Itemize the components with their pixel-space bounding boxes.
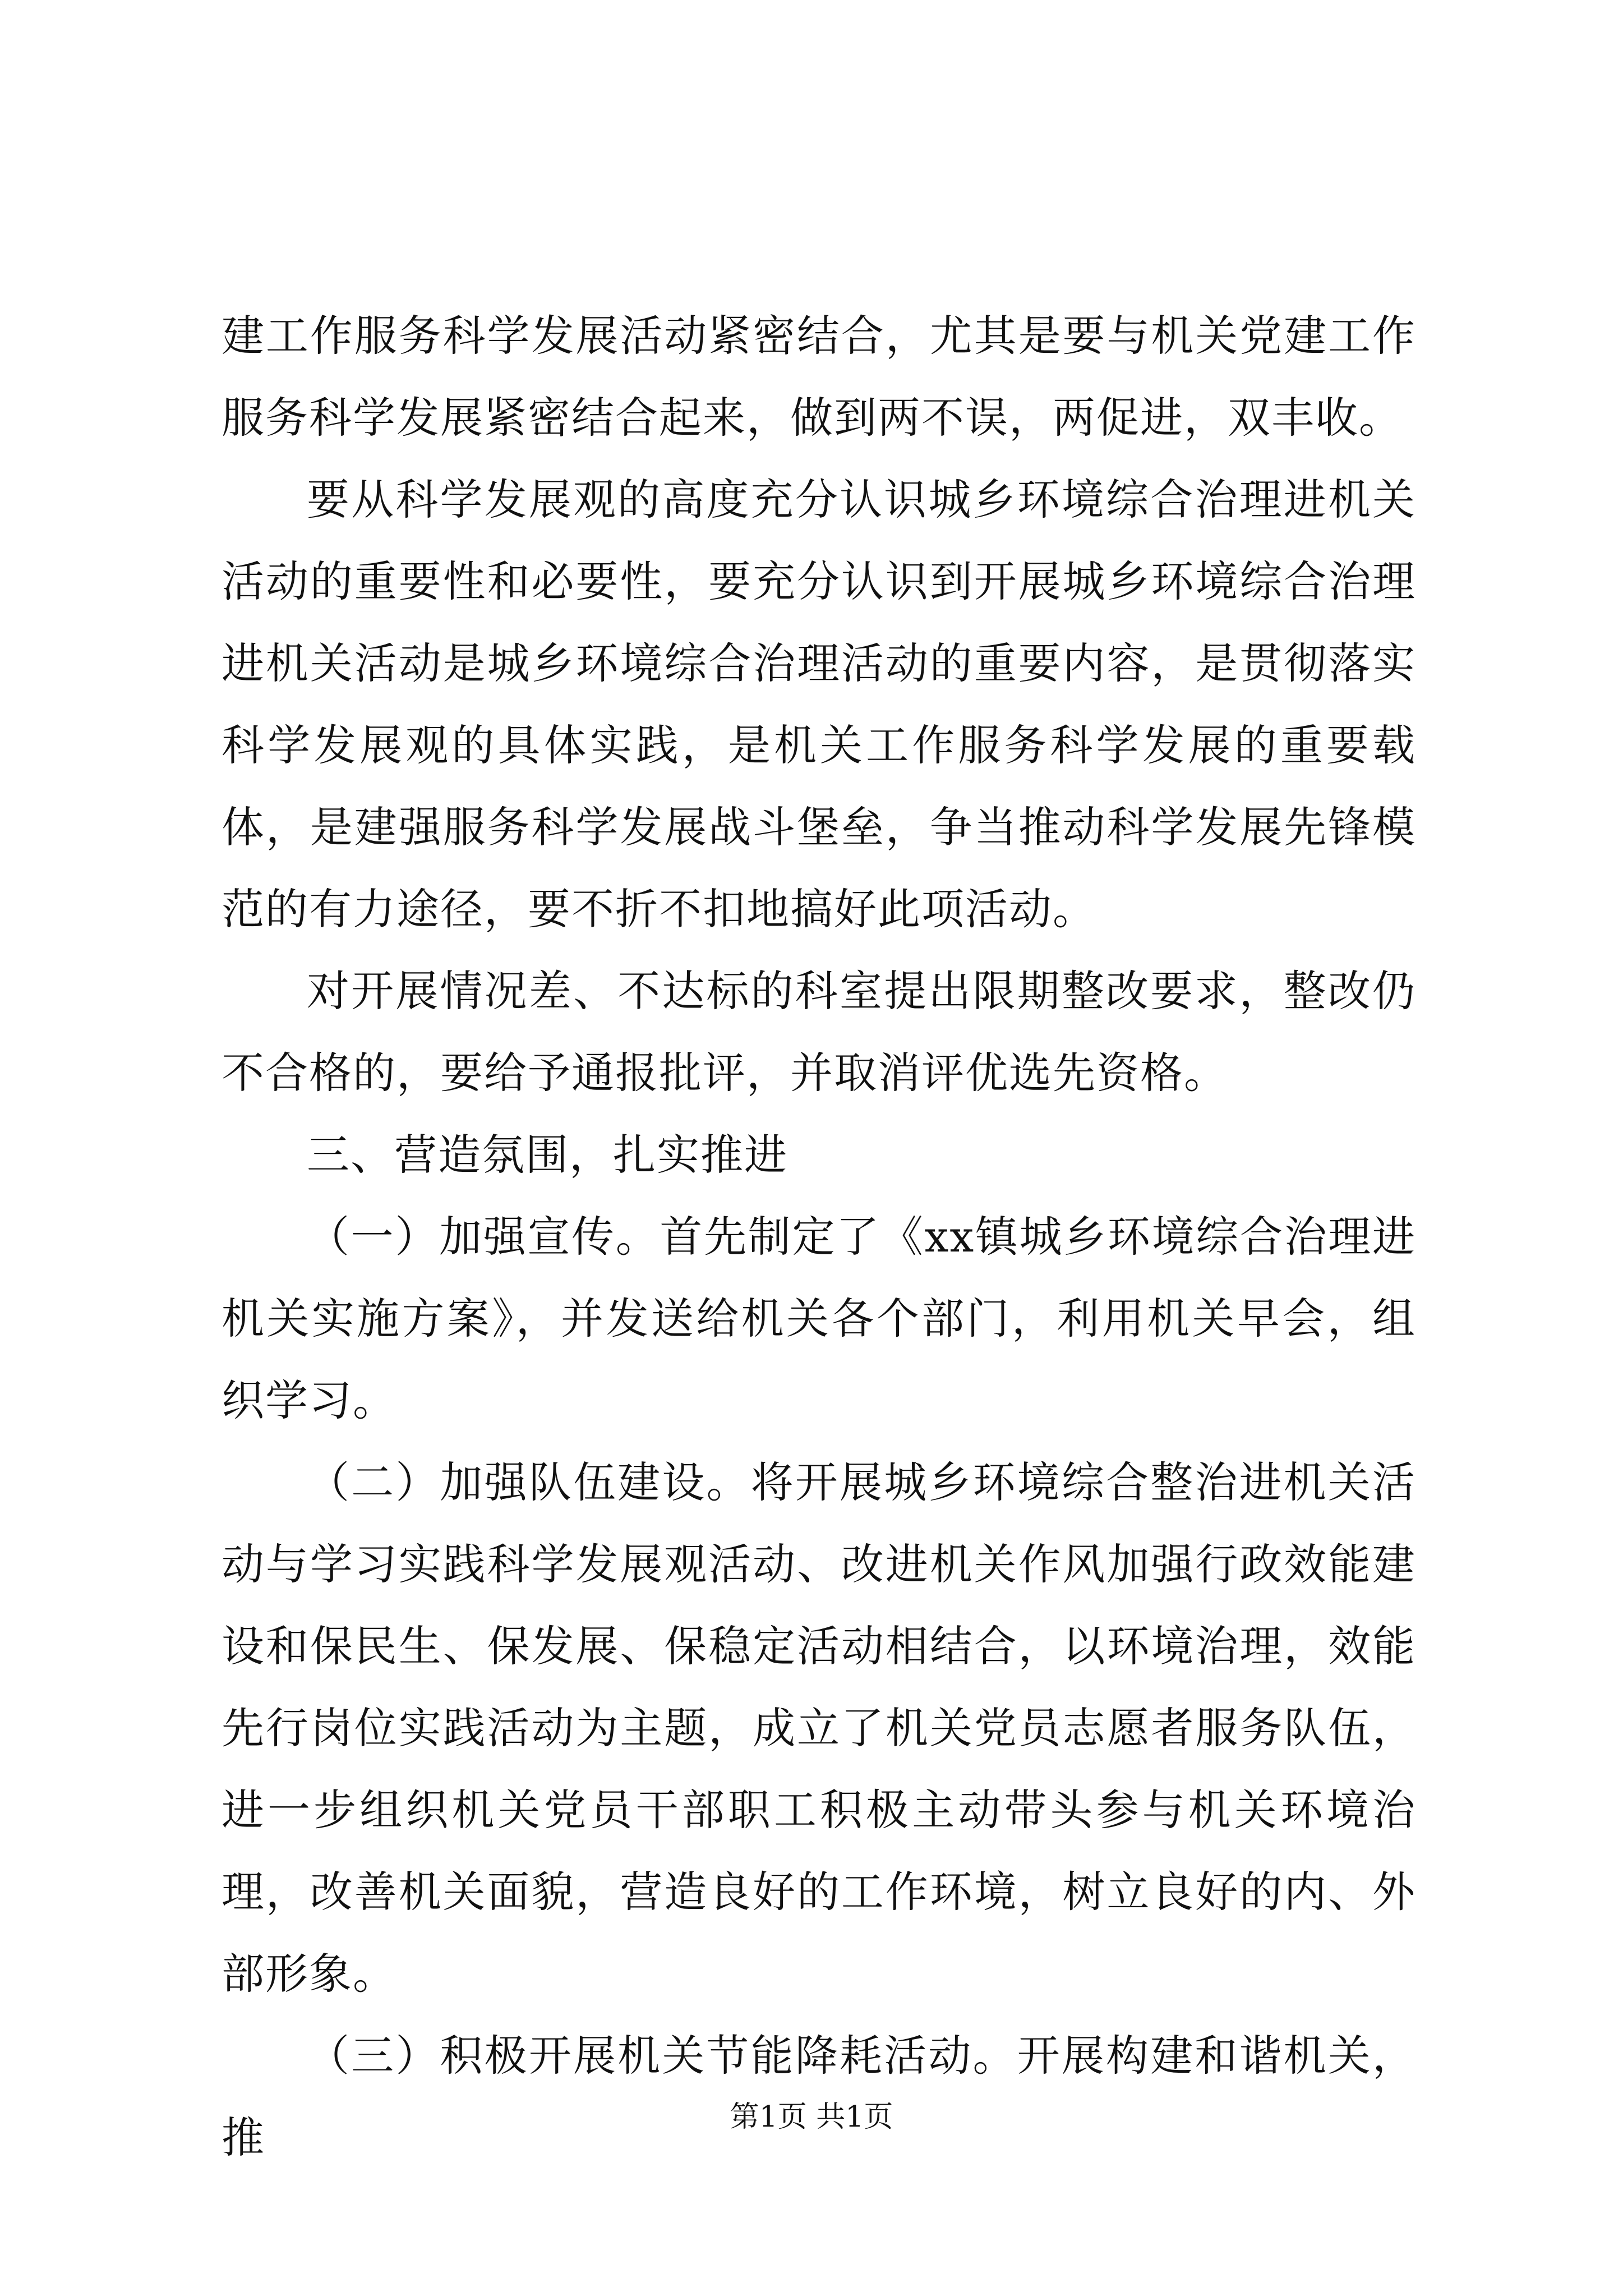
paragraph-6: （二）加强队伍建设。将开展城乡环境综合整治进机关活动与学习实践科学发展观活动、改进机关作风加强行政效能建设和保民生、保发展、保稳定活动相结合，以环境治理，效能先行岗位实践活动为主题，成立了机关党员志愿者服务队伍，进一步组织机关党员干部职工积极主动带头参与机关环境治理，改善机关面貌，营造良好的工作环境，树立良好的内、外部形象。	[222, 1457, 1416, 1999]
paragraph-1: 建工作服务科学发展活动紧密结合，尤其是要与机关党建工作服务科学发展紧密结合起来，做到两不误，两促进，双丰收。	[222, 311, 1416, 443]
paragraph-3: 对开展情况差、不达标的科室提出限期整改要求，整改仍不合格的，要给予通报批评，并取消评优选先资格。	[222, 966, 1416, 1098]
section-heading: 三、营造氛围，扎实推进	[307, 1130, 788, 1180]
paragraph-5: （一）加强宣传。首先制定了《xx镇城乡环境综合治理进机关实施方案》，并发送给机关各个部门，利用机关早会，组织学习。	[222, 1212, 1416, 1425]
document-body	[222, 295, 1416, 2179]
paragraph-7: （三）积极开展机关节能降耗活动。开展构建和谐机关，推	[222, 2031, 1416, 2162]
paragraph-2: 要从科学发展观的高度充分认识城乡环境综合治理进机关活动的重要性和必要性，要充分认识到开展城乡环境综合治理进机关活动是城乡环境综合治理活动的重要内容，是贯彻落实科学发展观的具体实践，是机关工作服务科学发展的重要载体，是建强服务科学发展战斗堡垒，争当推动科学发展先锋模范的有力途径，要不折不扣地搞好此项活动。	[222, 475, 1416, 934]
page-number-footer: 第1页 共1页	[730, 2100, 893, 2134]
